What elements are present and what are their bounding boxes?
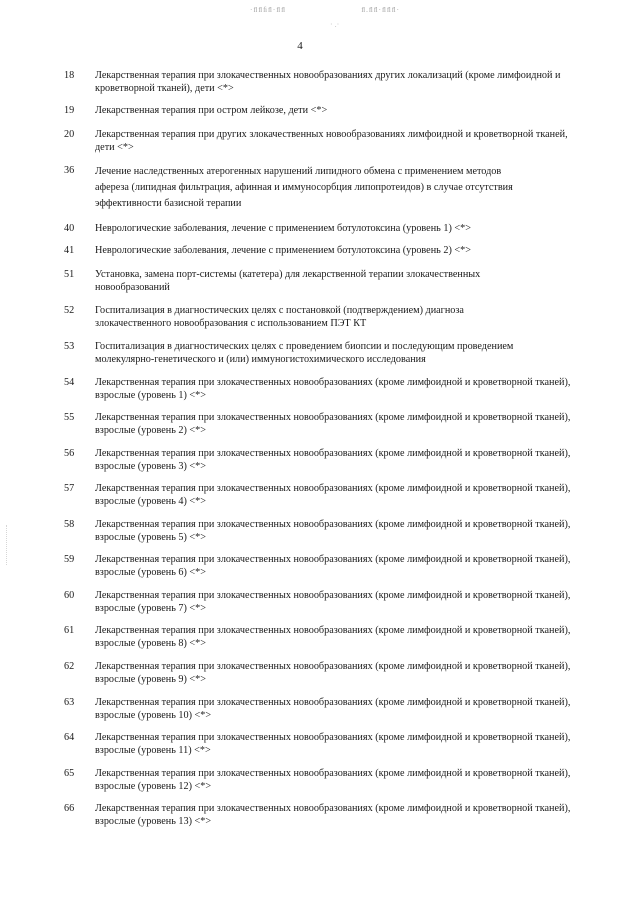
item-code: 65 <box>64 768 75 779</box>
item-code: 36 <box>64 165 75 176</box>
item-name: Лекарственная терапия при злокачественных новообразованиях (кроме лимфоидной и кроветворной тканей), взрослые (уровень 6) <*> <box>95 554 571 578</box>
item-code: 56 <box>64 448 75 459</box>
item-name: Лекарственная терапия при злокачественных новообразованиях других локализаций (кроме лимфоидной и кроветворной тканей), дети <*> <box>95 70 561 94</box>
item-name: Лекарственная терапия при злокачественных новообразованиях (кроме лимфоидной и кроветворной тканей), взрослые (уровень 13) <*> <box>95 803 571 827</box>
item-name: Лекарственная терапия при злокачественных новообразованиях (кроме лимфоидной и кроветворной тканей), взрослые (уровень 9) <*> <box>95 661 571 685</box>
item-code: 60 <box>64 590 75 601</box>
item-name: Лекарственная терапия при остром лейкозе, дети <*> <box>95 105 328 116</box>
item-name: Лекарственная терапия при злокачественных новообразованиях (кроме лимфоидной и кроветворной тканей), взрослые (уровень 3) <*> <box>95 448 571 472</box>
item-code: 59 <box>64 554 75 565</box>
item-name: Лечение наследственных атерогенных нарушений липидного обмена с применением методов афереза (липидная фильтрация, афинная и иммуносорбция липопротеидов) в случае отсутствия эффективности базисной терапии <box>95 166 513 209</box>
item-code: 51 <box>64 269 75 280</box>
item-code: 41 <box>64 245 75 256</box>
item-code: 62 <box>64 661 75 672</box>
item-code: 58 <box>64 519 75 530</box>
item-code: 64 <box>64 732 75 743</box>
item-code: 20 <box>64 129 75 140</box>
item-name: Неврологические заболевания, лечение с применением ботулотоксина (уровень 2) <*> <box>95 245 471 256</box>
margin-mark-artifact <box>6 525 11 565</box>
page-number: 4 <box>297 40 303 52</box>
item-code: 52 <box>64 305 75 316</box>
item-name: Лекарственная терапия при злокачественных новообразованиях (кроме лимфоидной и кроветворной тканей), взрослые (уровень 5) <*> <box>95 519 571 543</box>
item-name: Госпитализация в диагностических целях с постановкой (подтверждением) диагноза злокачественного новообразования с использованием ПЭТ КТ <box>95 305 464 329</box>
scan-dots-artifact: · .· <box>330 20 340 29</box>
scan-header-right: ﬂ.ﬂﬂ·ﬂﬂﬂ· <box>361 6 400 14</box>
item-code: 40 <box>64 223 75 234</box>
item-name: Неврологические заболевания, лечение с применением ботулотоксина (уровень 1) <*> <box>95 223 471 234</box>
item-code: 54 <box>64 377 75 388</box>
item-name: Лекарственная терапия при злокачественных новообразованиях (кроме лимфоидной и кроветворной тканей), взрослые (уровень 10) <*> <box>95 697 571 721</box>
scan-header-left: ·ﬂﬂﬁﬂ·ﬂﬂ <box>250 6 287 14</box>
item-code: 53 <box>64 341 75 352</box>
item-name: Лекарственная терапия при злокачественных новообразованиях (кроме лимфоидной и кроветворной тканей), взрослые (уровень 8) <*> <box>95 625 571 649</box>
item-name: Лекарственная терапия при злокачественных новообразованиях (кроме лимфоидной и кроветворной тканей), взрослые (уровень 1) <*> <box>95 377 571 401</box>
item-code: 55 <box>64 412 75 423</box>
scan-header-artifact <box>250 6 400 18</box>
item-name: Лекарственная терапия при других злокачественных новообразованиях лимфоидной и кроветворной тканей, дети <*> <box>95 129 568 153</box>
item-code: 66 <box>64 803 75 814</box>
item-name: Лекарственная терапия при злокачественных новообразованиях (кроме лимфоидной и кроветворной тканей), взрослые (уровень 7) <*> <box>95 590 571 614</box>
item-code: 18 <box>64 70 75 81</box>
item-code: 61 <box>64 625 75 636</box>
item-code: 57 <box>64 483 75 494</box>
item-name: Лекарственная терапия при злокачественных новообразованиях (кроме лимфоидной и кроветворной тканей), взрослые (уровень 2) <*> <box>95 412 571 436</box>
item-name: Лекарственная терапия при злокачественных новообразованиях (кроме лимфоидной и кроветворной тканей), взрослые (уровень 4) <*> <box>95 483 571 507</box>
item-name: Лекарственная терапия при злокачественных новообразованиях (кроме лимфоидной и кроветворной тканей), взрослые (уровень 11) <*> <box>95 732 571 756</box>
item-name: Установка, замена порт-системы (катетера) для лекарственной терапии злокачественных новообразований <box>95 269 481 293</box>
item-code: 63 <box>64 697 75 708</box>
item-name: Лекарственная терапия при злокачественных новообразованиях (кроме лимфоидной и кроветворной тканей), взрослые (уровень 12) <*> <box>95 768 571 792</box>
item-code: 19 <box>64 105 75 116</box>
item-name: Госпитализация в диагностических целях с проведением биопсии и последующим проведением молекулярно-генетического и (или) иммуногистохимического исследования <box>95 341 514 365</box>
